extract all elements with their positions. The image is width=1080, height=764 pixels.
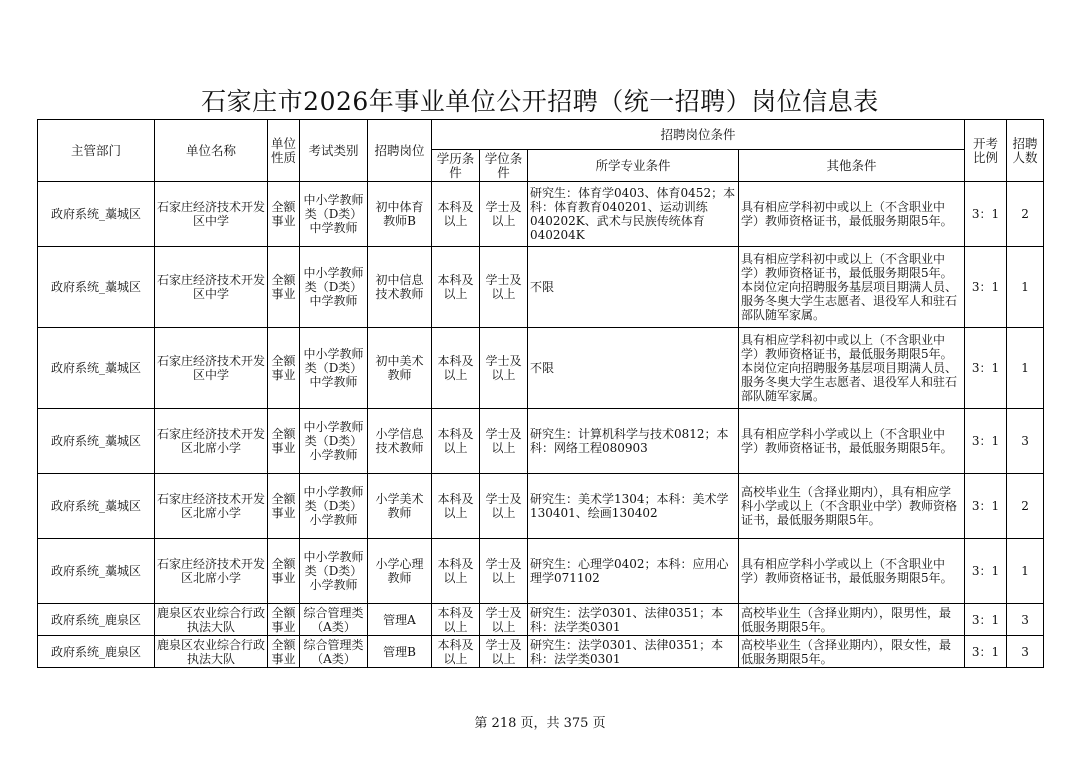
dept-cell: 政府系统_藁城区 bbox=[38, 539, 155, 604]
nature-cell: 全额事业 bbox=[268, 636, 300, 668]
count-cell: 3 bbox=[1007, 636, 1044, 668]
exam-cell: 中小学教师类（D类）小学教师 bbox=[300, 474, 368, 539]
edu-cell: 本科及以上 bbox=[432, 604, 480, 636]
table-row bbox=[38, 247, 1044, 328]
exam-cell: 中小学教师类（D类）中学教师 bbox=[300, 182, 368, 247]
unit-cell: 石家庄经济技术开发区北席小学 bbox=[155, 474, 268, 539]
ratio-cell: 3：1 bbox=[965, 539, 1007, 604]
ratio-cell: 3：1 bbox=[965, 636, 1007, 668]
post-cell: 管理B bbox=[368, 636, 432, 668]
major-cell: 研究生：体育学0403、体育0452；本科：体育教育040201、运动训练040202K、武术与民族传统体育040204K bbox=[528, 182, 739, 247]
degree-cell: 学士及以上 bbox=[480, 604, 528, 636]
header-exam: 考试类别 bbox=[300, 120, 368, 182]
exam-cell: 综合管理类（A类） bbox=[300, 636, 368, 668]
table-row bbox=[38, 539, 1044, 604]
major-cell: 不限 bbox=[528, 247, 739, 328]
degree-cell: 学士及以上 bbox=[480, 247, 528, 328]
post-cell: 小学信息技术教师 bbox=[368, 409, 432, 474]
unit-cell: 石家庄经济技术开发区中学 bbox=[155, 328, 268, 409]
table-row bbox=[38, 604, 1044, 636]
count-cell: 1 bbox=[1007, 328, 1044, 409]
nature-cell: 全额事业 bbox=[268, 409, 300, 474]
other-cell: 具有相应学科初中或以上（不含职业中学）教师资格证书，最低服务期限5年。本岗位定向招聘服务基层项目期满人员、服务冬奥大学生志愿者、退役军人和驻石部队随军家属。 bbox=[739, 247, 965, 328]
table-row bbox=[38, 474, 1044, 539]
dept-cell: 政府系统_藁城区 bbox=[38, 474, 155, 539]
dept-cell: 政府系统_鹿泉区 bbox=[38, 636, 155, 668]
degree-cell: 学士及以上 bbox=[480, 539, 528, 604]
nature-cell: 全额事业 bbox=[268, 604, 300, 636]
table-row bbox=[38, 409, 1044, 474]
nature-cell: 全额事业 bbox=[268, 474, 300, 539]
dept-cell: 政府系统_藁城区 bbox=[38, 409, 155, 474]
count-cell: 3 bbox=[1007, 604, 1044, 636]
edu-cell: 本科及以上 bbox=[432, 636, 480, 668]
count-cell: 3 bbox=[1007, 409, 1044, 474]
degree-cell: 学士及以上 bbox=[480, 328, 528, 409]
ratio-cell: 3：1 bbox=[965, 604, 1007, 636]
major-cell: 研究生：美术学1304；本科：美术学130401、绘画130402 bbox=[528, 474, 739, 539]
header-conditions: 招聘岗位条件 bbox=[432, 120, 965, 150]
page-footer: 第 218 页，共 375 页 bbox=[474, 716, 606, 731]
dept-cell: 政府系统_藁城区 bbox=[38, 247, 155, 328]
unit-cell: 鹿泉区农业综合行政执法大队 bbox=[155, 604, 268, 636]
table-row bbox=[38, 636, 1044, 668]
header-dept: 主管部门 bbox=[38, 120, 155, 182]
major-cell: 研究生：心理学0402；本科：应用心理学071102 bbox=[528, 539, 739, 604]
nature-cell: 全额事业 bbox=[268, 539, 300, 604]
exam-cell: 中小学教师类（D类）中学教师 bbox=[300, 247, 368, 328]
count-cell: 2 bbox=[1007, 474, 1044, 539]
post-cell: 管理A bbox=[368, 604, 432, 636]
header-edu: 学历条件 bbox=[432, 150, 480, 182]
degree-cell: 学士及以上 bbox=[480, 636, 528, 668]
exam-cell: 中小学教师类（D类）中学教师 bbox=[300, 328, 368, 409]
other-cell: 高校毕业生（含择业期内），具有相应学科小学或以上（不含职业中学）教师资格证书，最低服务期限5年。 bbox=[739, 474, 965, 539]
ratio-cell: 3：1 bbox=[965, 474, 1007, 539]
ratio-cell: 3：1 bbox=[965, 247, 1007, 328]
nature-cell: 全额事业 bbox=[268, 247, 300, 328]
dept-cell: 政府系统_藁城区 bbox=[38, 328, 155, 409]
unit-cell: 石家庄经济技术开发区北席小学 bbox=[155, 409, 268, 474]
header-unit: 单位名称 bbox=[155, 120, 268, 182]
unit-cell: 鹿泉区农业综合行政执法大队 bbox=[155, 636, 268, 668]
other-cell: 具有相应学科小学或以上（不含职业中学）教师资格证书，最低服务期限5年。 bbox=[739, 539, 965, 604]
edu-cell: 本科及以上 bbox=[432, 539, 480, 604]
edu-cell: 本科及以上 bbox=[432, 328, 480, 409]
nature-cell: 全额事业 bbox=[268, 182, 300, 247]
unit-cell: 石家庄经济技术开发区中学 bbox=[155, 182, 268, 247]
header-nature: 单位性质 bbox=[268, 120, 300, 182]
post-cell: 小学心理教师 bbox=[368, 539, 432, 604]
exam-cell: 中小学教师类（D类）小学教师 bbox=[300, 539, 368, 604]
major-cell: 不限 bbox=[528, 328, 739, 409]
ratio-cell: 3：1 bbox=[965, 328, 1007, 409]
table-header bbox=[38, 120, 1044, 182]
ratio-cell: 3：1 bbox=[965, 182, 1007, 247]
unit-cell: 石家庄经济技术开发区中学 bbox=[155, 247, 268, 328]
other-cell: 高校毕业生（含择业期内），限男性，最低服务期限5年。 bbox=[739, 604, 965, 636]
edu-cell: 本科及以上 bbox=[432, 474, 480, 539]
header-major: 所学专业条件 bbox=[528, 150, 739, 182]
header-degree: 学位条件 bbox=[480, 150, 528, 182]
post-cell: 初中信息技术教师 bbox=[368, 247, 432, 328]
degree-cell: 学士及以上 bbox=[480, 182, 528, 247]
count-cell: 2 bbox=[1007, 182, 1044, 247]
post-cell: 初中体育教师B bbox=[368, 182, 432, 247]
header-post: 招聘岗位 bbox=[368, 120, 432, 182]
post-cell: 初中美术教师 bbox=[368, 328, 432, 409]
edu-cell: 本科及以上 bbox=[432, 182, 480, 247]
dept-cell: 政府系统_藁城区 bbox=[38, 182, 155, 247]
ratio-cell: 3：1 bbox=[965, 409, 1007, 474]
degree-cell: 学士及以上 bbox=[480, 409, 528, 474]
major-cell: 研究生：法学0301、法律0351；本科：法学类0301 bbox=[528, 636, 739, 668]
dept-cell: 政府系统_鹿泉区 bbox=[38, 604, 155, 636]
other-cell: 高校毕业生（含择业期内），限女性，最低服务期限5年。 bbox=[739, 636, 965, 668]
exam-cell: 综合管理类（A类） bbox=[300, 604, 368, 636]
header-ratio: 开考比例 bbox=[965, 120, 1007, 182]
major-cell: 研究生：法学0301、法律0351；本科：法学类0301 bbox=[528, 604, 739, 636]
count-cell: 1 bbox=[1007, 539, 1044, 604]
header-count: 招聘人数 bbox=[1007, 120, 1044, 182]
major-cell: 研究生：计算机科学与技术0812；本科：网络工程080903 bbox=[528, 409, 739, 474]
unit-cell: 石家庄经济技术开发区北席小学 bbox=[155, 539, 268, 604]
table-row bbox=[38, 328, 1044, 409]
other-cell: 具有相应学科初中或以上（不含职业中学）教师资格证书，最低服务期限5年。本岗位定向招聘服务基层项目期满人员、服务冬奥大学生志愿者、退役军人和驻石部队随军家属。 bbox=[739, 328, 965, 409]
table-row bbox=[38, 182, 1044, 247]
table-body bbox=[38, 182, 1044, 668]
other-cell: 具有相应学科小学或以上（不含职业中学）教师资格证书，最低服务期限5年。 bbox=[739, 409, 965, 474]
exam-cell: 中小学教师类（D类）小学教师 bbox=[300, 409, 368, 474]
post-cell: 小学美术教师 bbox=[368, 474, 432, 539]
page-title: 石家庄市2026年事业单位公开招聘（统一招聘）岗位信息表 bbox=[201, 87, 879, 116]
edu-cell: 本科及以上 bbox=[432, 247, 480, 328]
edu-cell: 本科及以上 bbox=[432, 409, 480, 474]
degree-cell: 学士及以上 bbox=[480, 474, 528, 539]
count-cell: 1 bbox=[1007, 247, 1044, 328]
job-table bbox=[37, 119, 1044, 668]
header-other: 其他条件 bbox=[739, 150, 965, 182]
nature-cell: 全额事业 bbox=[268, 328, 300, 409]
other-cell: 具有相应学科初中或以上（不含职业中学）教师资格证书，最低服务期限5年。 bbox=[739, 182, 965, 247]
